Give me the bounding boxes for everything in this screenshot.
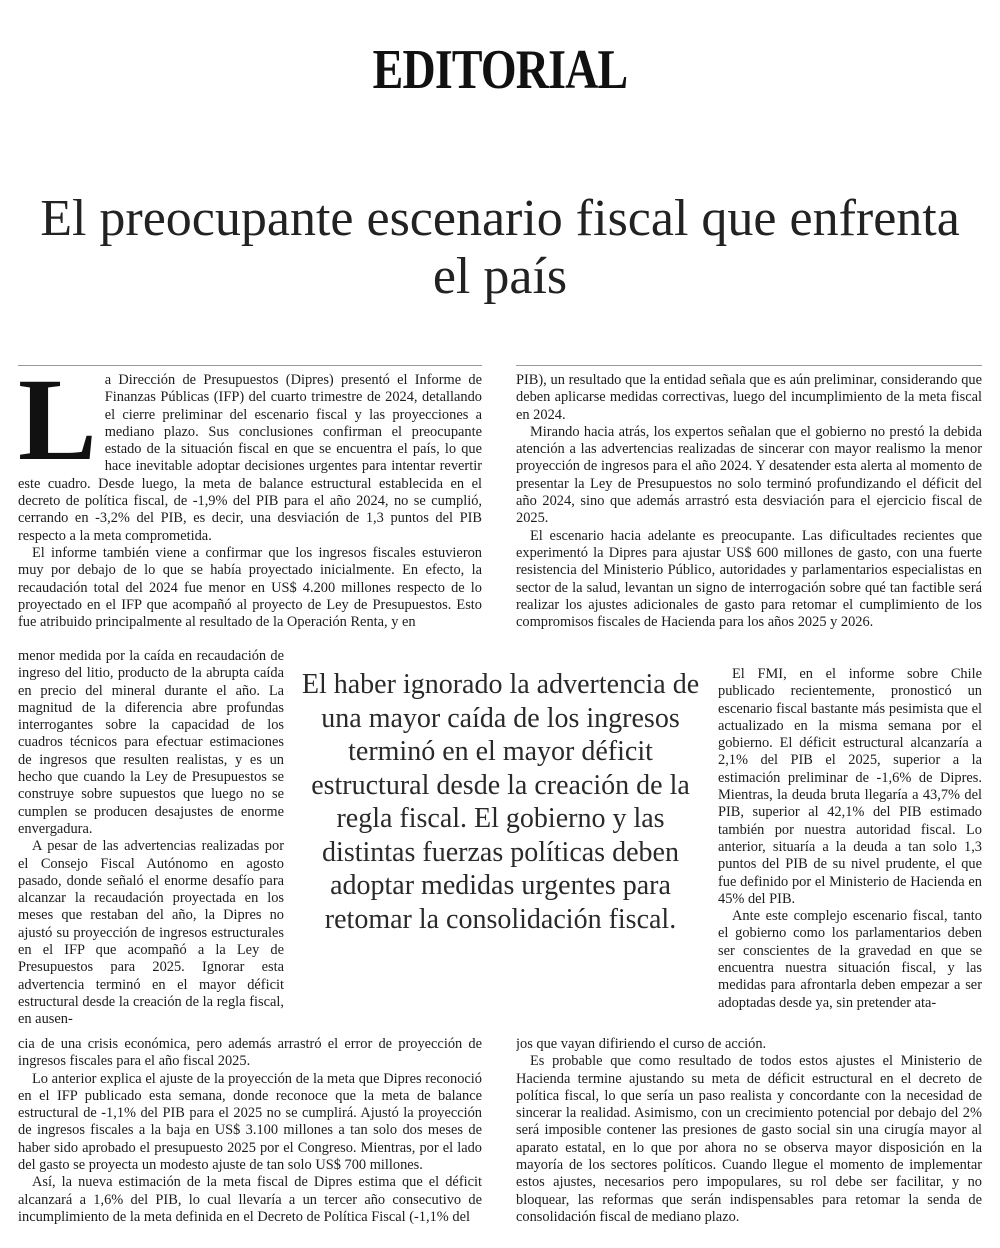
paragraph: Mirando hacia atrás, los expertos señalan que el gobierno no prestó la debida atención a las advertencias realizadas de sincerar con mayor realismo la menor proyección de ingresos para el año 2024. Y desatender esta alerta al momento de presentar la Ley de Presupuestos no solo terminó profundizando el déficit del año 2024, sino que además arrastró esta desviación para el ejercicio fiscal de 2025. (516, 423, 982, 527)
drop-cap: L (18, 372, 97, 485)
paragraph: jos que vayan difiriendo el curso de acción. (516, 1036, 767, 1052)
article-column-2-bottom (516, 1036, 982, 1240)
article-column-1-top (18, 372, 482, 660)
paragraph: Lo anterior explica el ajuste de la proyección de la meta que Dipres reconoció en el IFP publicado esta semana, donde reconoce que la meta de balance estructural de -1,1% del PIB para el 2025 no se cumplirá. Ajustó la proyección de ingresos fiscales a la baja en US$ 3.100 millones a tan solo dos meses de haber sido aprobado el presupuesto 2025 por el Congreso. Mientras, por el lado del gasto se proyecta un modesto ajuste de tan solo US$ 700 millones. (18, 1070, 482, 1174)
article-column-2-narrow (718, 666, 982, 1038)
pull-quote: El haber ignorado la advertencia de una mayor caída de los ingresos terminó en el mayor déficit estructural desde la creación de la regla fiscal. El gobierno y las distintas fuerzas políticas deben adoptar medidas urgentes para retomar la consolidación fiscal. (301, 669, 700, 935)
paragraph: A pesar de las advertencias realizadas por el Consejo Fiscal Autónomo en agosto pasado, donde señaló el enorme desafío para alcanzar la recaudación proyectada en los meses que restaban del año, la Dipres no ajustó su proyección de ingresos estructurales en el IFP que acompañó a la Ley de Presupuestos para 2025. Ignorar esta advertencia terminó en el mayor déficit estructural desde la creación de la regla fiscal, en ausen- (18, 838, 284, 1028)
paragraph: PIB), un resultado que la entidad señala que es aún preliminar, considerando que deben aplicarse medidas correctivas, luego del incumplimiento de la meta fiscal en 2024. (516, 372, 982, 423)
paragraph: El informe también viene a confirmar que los ingresos fiscales estuvieron muy por debajo de lo que se había proyectado inicialmente. En efecto, la recaudación total del 2024 fue menor en US$ 4.200 millones respecto de lo proyectado en el IFP que acompañó al proyecto de Ley de Presupuestos. Esto fue atribuido principalmente al resultado de la Operación Renta, y en (18, 544, 482, 631)
paragraph: menor medida por la caída en recaudación de ingreso del litio, producto de la abrupta caída en precio del mineral durante el año. La magnitud de la diferencia abre profundas interrogantes sobre la capacidad de los cuadros técnicos para efectuar estimaciones de ingresos que resulten realistas, y es un hecho que cuando la Ley de Presupuestos se construye sobre supuestos que luego no se cumplen se producen desajustes de enorme envergadura. (18, 648, 284, 837)
paragraph: Así, la nueva estimación de la meta fiscal de Dipres estima que el déficit alcanzará a 1,6% del PIB, lo cual llevaría a un tercer año consecutivo de incumplimiento de la meta definida en el Decreto de Política Fiscal (-1,1% del (18, 1174, 482, 1225)
paragraph: El FMI, en el informe sobre Chile publicado recientemente, pronosticó un escenario fiscal bastante más pesimista que el actualizado en la misma semana por el gobierno. El déficit estructural alcanzaría a 2,1% del PIB el 2025, superior a la estimación preliminar de -1,6% de Dipres. Mientras, la deuda bruta llegaría a 43,7% del PIB, superior al 42,1% del PIB estimado también por nuestra autoridad fiscal. Lo anterior, situaría a la deuda a tan solo 1,3 puntos del PIB de su nivel prudente, el que fue definido por el Ministerio de Hacienda en 45% del PIB. (718, 666, 982, 907)
headline: El preocupante escenario fiscal que enfrenta el país (40, 190, 960, 305)
paragraph: El escenario hacia adelante es preocupante. Las dificultades recientes que experimentó la Dipres para ajustar US$ 600 millones de gasto, con una fuerte resistencia del Ministerio Público, autoridades y parlamentarios especialistas en sector de la salud, levantan un signo de interrogación sobre qué tan factible será realizar los ajustes adicionales de gasto para retomar el cumplimiento de los compromisos fiscales de Hacienda para los años 2025 y 2026. (516, 527, 982, 631)
paragraph: a Dirección de Presupuestos (Dipres) presentó el Informe de Finanzas Públicas (IFP) del cuarto trimestre de 2024, detallando el cierre preliminar del escenario fiscal y las proyecciones a mediano plazo. Sus conclusiones confirman el preocupante estado de la situación fiscal en que se encuentra el país, lo que hace inevitable adoptar decisiones urgentes para intentar revertir este cuadro. Desde luego, la meta de balance estructural establecida en el decreto de política fiscal, de -1,9% del PIB para el año 2024, no se cumplió, cerrando en -3,2% del PIB, es decir, una desviación de 1,3 puntos del PIB respecto a la meta comprometida. (18, 372, 482, 544)
section-label: EDITORIAL (372, 39, 628, 101)
paragraph: cia de una crisis económica, pero además arrastró el error de proyección de ingresos fiscales para el año fiscal 2025. (18, 1036, 482, 1070)
divider-right (516, 365, 982, 366)
article-column-1-bottom (18, 1036, 482, 1236)
paragraph: Ante este complejo escenario fiscal, tanto el gobierno como los parlamentarios deben ser conscientes de la gravedad en que se encuentra nuestra situación fiscal, y las medidas para afrontarla deben empezar a ser adoptadas desde ya, sin pretender ata- (718, 908, 982, 1011)
article-column-2-top (516, 372, 982, 664)
article-column-1-narrow (18, 648, 284, 1036)
paragraph: Es probable que como resultado de todos estos ajustes el Ministerio de Hacienda termine ajustando su meta de déficit estructural en el decreto de política fiscal, lo que sería un paso realista y concordante con la necesidad de sincerar la realidad. Asimismo, con un crecimiento potencial por debajo del 2% será imposible contener las presiones de gasto social sin una cirugía mayor al aparato estatal, en lo que por ahora no se observa mayor disposición en la mayoría de los sectores políticos. Cuando llegue el momento de implementar estos ajustes, necesarios pero impopulares, su rol debe ser facilitar, y no bloquear, las reformas que serán indispensables para retomar la senda de consolidación fiscal de mediano plazo. (516, 1053, 982, 1225)
divider-left (18, 365, 482, 366)
